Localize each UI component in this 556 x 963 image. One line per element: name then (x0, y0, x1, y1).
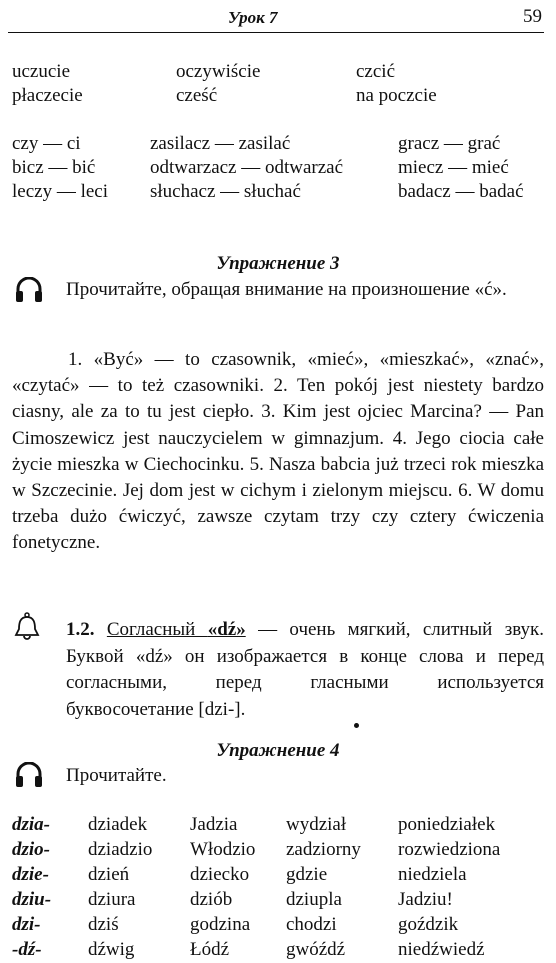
pair-column-3 (398, 132, 524, 204)
table-cell: dziadzio (88, 839, 153, 860)
table-cell: Jadzia (190, 814, 238, 835)
syllable-table (12, 812, 538, 962)
table-cell: dźwig (88, 939, 135, 960)
table-cell: dziecko (190, 864, 250, 885)
word: cześć (176, 85, 218, 106)
table-row (12, 937, 538, 962)
rule-number: 1.2. (66, 619, 95, 640)
table-cell: dziupla (286, 889, 342, 910)
table-cell: goździk (398, 914, 459, 935)
table-row (12, 837, 538, 862)
pair-column-1 (12, 132, 108, 204)
table-row (12, 862, 538, 887)
page-number: 59 (523, 6, 542, 27)
table-cell: poniedziałek (398, 814, 496, 835)
exercise-4-instruction: Прочитайте. (66, 765, 167, 786)
word: na poczcie (356, 85, 437, 106)
syllable-label: -dź- (12, 939, 42, 960)
table-cell: rozwiedziona (398, 839, 501, 860)
word-pair: zasilacz — zasilać (150, 133, 291, 154)
table-cell: godzina (190, 914, 251, 935)
word-pair: miecz — mieć (398, 157, 509, 178)
word: płaczecie (12, 85, 83, 106)
table-cell: dziura (88, 889, 136, 910)
bell-icon (14, 612, 40, 642)
table-row (12, 812, 538, 837)
table-cell: niedziela (398, 864, 467, 885)
exercise-3-title: Упражнение 3 (216, 253, 340, 274)
table-cell: gdzie (286, 864, 328, 885)
table-cell: dziób (190, 889, 233, 910)
word-pair: odtwarzacz — odtwarzać (150, 157, 344, 178)
decorative-dot (354, 723, 359, 728)
word-column-1 (12, 60, 83, 108)
table-row (12, 912, 538, 937)
word: oczywiście (176, 61, 261, 82)
exercise-4-title: Упражнение 4 (216, 740, 340, 761)
word: czcić (356, 61, 396, 82)
syllable-label: dziu- (12, 889, 52, 910)
table-cell: dziś (88, 914, 119, 935)
word: uczucie (12, 61, 71, 82)
table-cell: chodzi (286, 914, 337, 935)
rule-term: «dź» (207, 619, 246, 640)
word-column-3 (356, 60, 437, 108)
page-header (8, 8, 544, 33)
lesson-title: Урок 7 (228, 8, 278, 27)
table-cell: zadziorny (286, 839, 361, 860)
syllable-label: dzie- (12, 864, 49, 885)
word-pair: badacz — badać (398, 181, 524, 202)
headphones-icon (14, 277, 44, 303)
rule-1-2 (66, 617, 544, 723)
rule-term-line (107, 619, 246, 640)
word-pair: bicz — bić (12, 157, 96, 178)
rule-term-prefix: Согласный (106, 619, 208, 640)
table-cell: dziadek (88, 814, 148, 835)
word-pair: czy — ci (12, 133, 81, 154)
pair-column-2 (150, 132, 343, 204)
table-cell: Jadziu! (398, 889, 453, 910)
exercise-3-text: 1. «Być» — to czasownik, «mieć», «mieszkać», «znać», «czytać» — to też czasowniki. 2. Ten pokój jest niestety bardzo ciasny, ale za to tu jest ciepło. 3. Kim jest ojciec Marcina? — Pan Cimoszewicz jest nauczycielem w gimnazjum. 4. Jego ciocia całe życie mieszka w Ciechocinku. 5. Nasza babcia już trzeci rok mieszka w Szczecinie. Jej dom jest w cichym i zielonym miejscu. 6. W domu trzeba dużo ćwiczyć, zawsze czytam trzy czy cztery ćwiczenia fonetyczne. (12, 349, 544, 554)
syllable-label: dzia- (12, 814, 50, 835)
table-cell: dzień (88, 864, 130, 885)
word-column-2 (176, 60, 260, 108)
rule-text: — очень мягкий, слитный звук. Буквой «dź» он изображается в конце слова и перед согласными, перед гласными используется буквосочетание [dzi-]. (66, 619, 545, 720)
table-cell: niedźwiedź (398, 939, 485, 960)
exercise-3-instruction: Прочитайте, обращая внимание на произношение «ć». (66, 279, 507, 300)
headphones-icon (14, 762, 44, 788)
table-cell: gwóźdź (286, 939, 346, 960)
table-cell: Włodzio (190, 839, 256, 860)
word-pair: słuchacz — słuchać (150, 181, 301, 202)
word-pair: gracz — grać (398, 133, 501, 154)
table-cell: Łódź (190, 939, 230, 960)
syllable-label: dzio- (12, 839, 50, 860)
syllable-label: dzi- (12, 914, 41, 935)
table-cell: wydział (286, 814, 347, 835)
word-pair: leczy — leci (12, 181, 109, 202)
table-row (12, 887, 538, 912)
